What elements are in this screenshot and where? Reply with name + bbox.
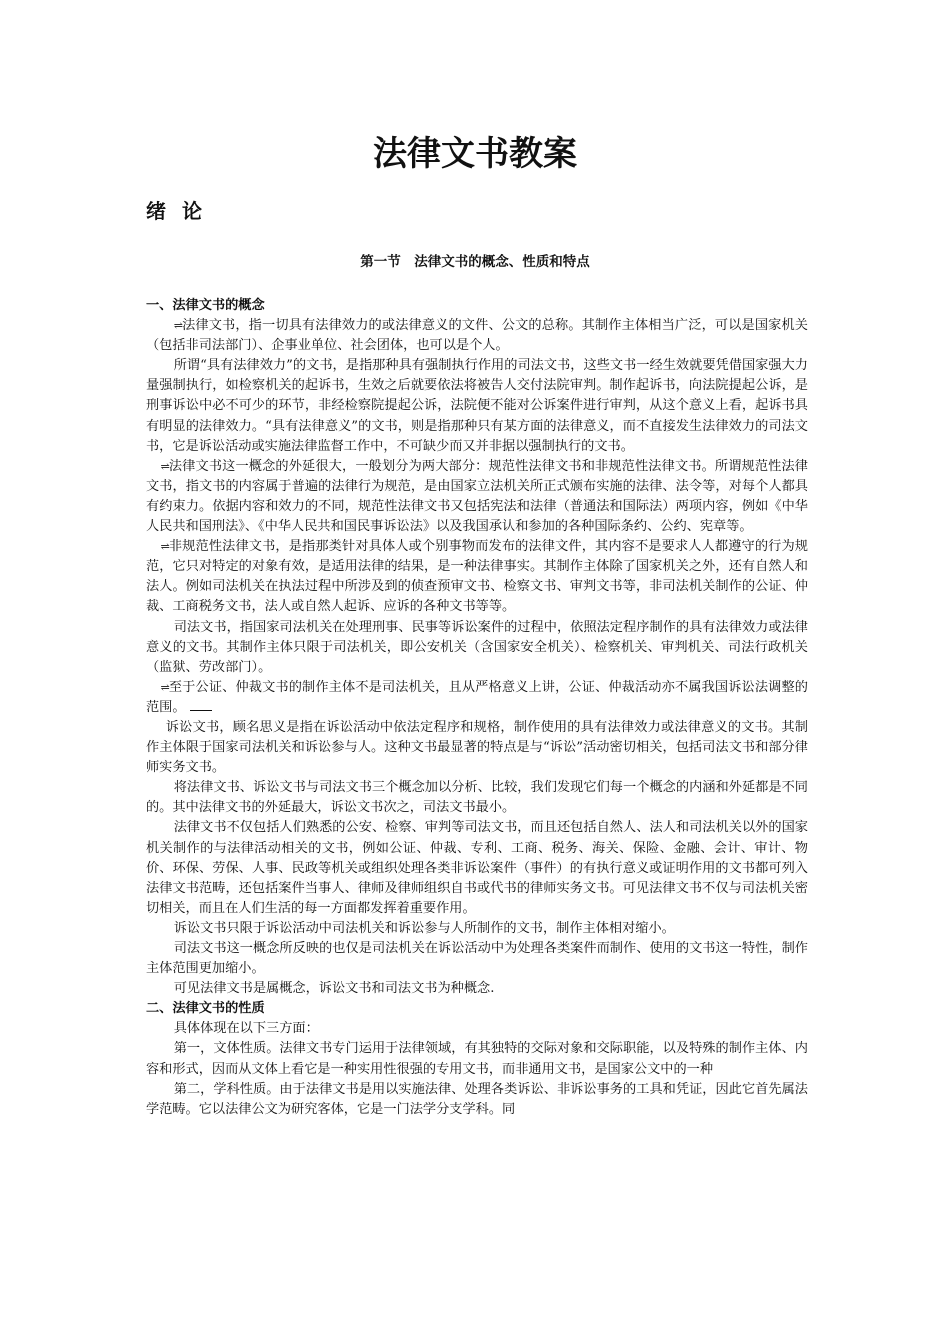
paragraph-mark-icon: ⇌ — [160, 540, 169, 554]
paragraph: ⇌法律文书这一概念的外延很大，一般划分为两大部分：规范性法律文书和非规范性法律文书。所谓规范性法律文书，指文书的内容属于普遍的法律行为规范，是由国家立法机关所正式颁布实施的法律、法令等，对每个人都具有约束力。依据内容和效力的不同，规范性法律文书又包括宪法和法律（普通法和国际法）两项内容，例如《中华人民共和国刑法》、《中华人民共和国民事诉讼法》以及我国承认和参加的各种国际条约、公约、宪章等。 — [146, 458, 808, 535]
subheading-concept: 一、法律文书的概念 — [146, 298, 265, 313]
paragraph: 司法文书这一概念所反映的也仅是司法机关在诉讼活动中为处理各类案件而制作、使用的文书这一特性，制作主体范围更加缩小。 — [146, 941, 808, 977]
paragraph-mark-icon: ⇌ — [160, 680, 169, 694]
paragraph: ⇌法律文书，指一切具有法律效力的或法律意义的文件、公文的总称。其制作主体相当广泛，可以是国家机关（包括非司法部门）、企事业单位、社会团体，也可以是个人。 — [146, 318, 808, 354]
document-body — [146, 296, 808, 1120]
chapter-heading: 绪论 — [146, 199, 218, 223]
section-heading: 第一节 法律文书的概念、性质和特点 — [360, 254, 590, 270]
paragraph-mark-icon: ⇌ — [160, 459, 169, 473]
paragraph: 第二，学科性质。由于法律文书是用以实施法律、处理各类诉讼、非诉讼事务的工具和凭证，因此它首先属法学范畴。它以法律公文为研究客体，它是一门法学分支学科。同 — [146, 1081, 808, 1117]
paragraph: 诉讼文书，顾名思义是指在诉讼活动中依法定程序和规格，制作使用的具有法律效力或法律意义的文书。其制作主体限于国家司法机关和诉讼参与人。这种文书最显著的特点是与“诉讼”活动密切相关，包括司法文书和部分律师实务文书。 — [146, 719, 808, 776]
paragraph: ⇌至于公证、仲裁文书的制作主体不是司法机关，且从严格意义上讲，公证、仲裁活动亦不属我国诉讼法调整的范围。 — [146, 679, 808, 715]
paragraph: 诉讼文书只限于诉讼活动中司法机关和诉讼参与人所制作的文书，制作主体相对缩小。 — [173, 920, 675, 936]
paragraph: 具体体现在以下三方面： — [173, 1021, 319, 1037]
paragraph-mark-icon: ⇌ — [173, 319, 182, 333]
subheading-nature: 二、法律文书的性质 — [146, 1001, 265, 1017]
paragraph: ⇌非规范性法律文书，是指那类针对具体人或个别事物而发布的法律文件，其内容不是要求人人都遵守的行为规范，它只对特定的对象有效，是适用法律的结果，是一种法律事实。其制作主体除了国家机关之外，还有自然人和法人。例如司法机关在执法过程中所涉及到的侦查预审文书、检察文书、审判文书等，非司法机关制作的公证、仲裁、工商税务文书，法人或自然人起诉、应诉的各种文书等等。 — [146, 539, 808, 615]
paragraph: 将法律文书、诉讼文书与司法文书三个概念加以分析、比较，我们发现它们每一个概念的内涵和外延都是不同的。其中法律文书的外延最大，诉讼文书次之，司法文书最小。 — [146, 780, 808, 816]
paragraph: 法律文书不仅包括人们熟悉的公安、检察、审判等司法文书，而且还包括自然人、法人和司法机关以外的国家机关制作的与法律活动相关的文书，例如公证、仲裁、专利、工商、税务、海关、保险、金融、会计、审计、物价、环保、劳保、人事、民政等机关或组织处理各类非诉讼案件（事件）的有执行意义或证明作用的文书都可列入法律文书范畴，还包括案件当事人、律师及律师组织自书或代书的律师实务文书。可见法律文书不仅与司法机关密切相关，而且在人们生活的每一方面都发挥着重要作用。 — [146, 820, 808, 916]
document-title: 法律文书教案 — [373, 134, 577, 174]
paragraph: 所谓“具有法律效力”的文书，是指那种具有强制执行作用的司法文书，这些文书一经生效就要凭借国家强大力量强制执行，如检察机关的起诉书，生效之后就要依法将被告人交付法院审判。制作起诉书，向法院提起公诉，是刑事诉讼中必不可少的环节，非经检察院提起公诉，法院便不能对公诉案件进行审判，从这个意义上看，起诉书具有明显的法律效力。“具有法律意义”的文书，则是指那种只有某方面的法律意义，而不直接发生法律效力的司法文书，它是诉讼活动或实施法律监督工作中，不可缺少而又并非据以强制执行的文书。 — [146, 358, 808, 454]
underline-mark — [190, 702, 212, 711]
paragraph: 司法文书，指国家司法机关在处理刑事、民事等诉讼案件的过程中，依照法定程序制作的具有法律效力或法律意义的文书。其制作主体只限于司法机关，即公安机关（含国家安全机关）、检察机关、审判机关、司法行政机关（监狱、劳改部门）。 — [146, 619, 808, 675]
paragraph: 可见法律文书是属概念，诉讼文书和司法文书为种概念. — [173, 981, 495, 997]
paragraph: 第一，文体性质。法律文书专门运用于法律领域，有其独特的交际对象和交际职能，以及特殊的制作主体、内容和形式，因而从文体上看它是一种实用性很强的专用文书，而非通用文书，是国家公文中的一种 — [146, 1041, 808, 1077]
